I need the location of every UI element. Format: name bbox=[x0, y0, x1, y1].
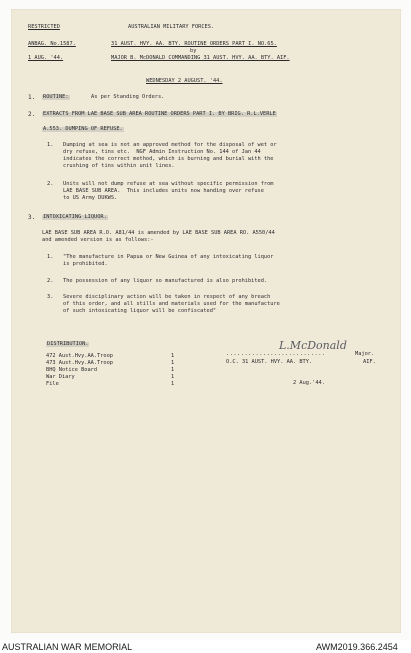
signature-date: 2 Aug.'44. bbox=[293, 380, 325, 386]
distribution-qty: 1 bbox=[171, 367, 175, 373]
classification-label: RESTRICTED bbox=[28, 24, 60, 30]
footer-accession-number: AWM2019.366.2454 bbox=[316, 642, 398, 652]
para-line: to US Army DUKWS. bbox=[63, 195, 118, 201]
para-line: Severe disciplinary action will be taken in respect of any breach bbox=[63, 294, 271, 300]
handwritten-signature: L.McDonald bbox=[279, 339, 347, 352]
para-line: is prohibited. bbox=[63, 261, 108, 267]
commander-line: MAJOR B. McDONALD COMMANDING 31 AUST. HVY. AA. BTY. AIF. bbox=[111, 55, 290, 61]
para-line: of this order, and all stills and materials used for the manufacture bbox=[63, 301, 280, 307]
para-line: Dumping at sea is not an approved method for the disposal of wet or bbox=[63, 142, 277, 148]
distribution-name: File bbox=[46, 381, 59, 387]
para-line: dry refuse, tins etc. NGF Admin Instruction No. 144 of Jan 44 bbox=[63, 149, 261, 155]
distribution-name: 473 Aust.Hvy.AA.Troop bbox=[46, 360, 113, 366]
signature-rank: Major. bbox=[355, 351, 375, 357]
para-line: Units will not dump refuse at sea without specific permission from bbox=[63, 181, 274, 187]
item-heading: ROUTINE: bbox=[43, 94, 69, 100]
distribution-name: BHQ Notice Board bbox=[46, 367, 98, 373]
para-number: 3. bbox=[47, 294, 54, 300]
distribution-qty: 1 bbox=[171, 374, 175, 380]
item-subheading: A.553. DUMPING OF REFUSE. bbox=[43, 126, 123, 132]
para-number: 2. bbox=[47, 278, 54, 284]
para-line: indicates the correct method, which is burning and burial with the bbox=[63, 156, 274, 162]
item-text: As per Standing Orders. bbox=[91, 94, 165, 100]
signature-dotted-line: ........................... bbox=[226, 351, 326, 357]
distribution-name: 472 Aust.Hvy.AA.Troop bbox=[46, 353, 113, 359]
distribution-name: War Diary bbox=[46, 374, 75, 380]
orders-date: 1 AUG. '44. bbox=[28, 55, 64, 61]
by-label: by bbox=[190, 48, 197, 54]
para-line: of such intoxicating liquor will be confiscated" bbox=[63, 308, 217, 314]
day-heading: WEDNESDAY 2 AUGUST. '44. bbox=[146, 78, 223, 84]
item-heading: INTOXICATING LIQUOR. bbox=[43, 214, 107, 220]
item-number: 3. bbox=[28, 214, 36, 221]
reference-number: ANBAG. No.1587. bbox=[28, 41, 76, 47]
intro-line: and amended version is as follows:- bbox=[42, 237, 154, 243]
signature-unit: O.C. 31 AUST. HVY. AA. BTY. bbox=[226, 359, 313, 365]
distribution-qty: 1 bbox=[171, 353, 175, 359]
para-number: 1. bbox=[47, 142, 54, 148]
distribution-qty: 1 bbox=[171, 381, 175, 387]
orders-title: 31 AUST. HVY. AA. BTY. ROUTINE ORDERS PART I. NO.65. bbox=[111, 41, 277, 47]
document-sheet bbox=[11, 9, 401, 633]
para-line: The possession of any liquor so manufactured is also prohibited. bbox=[63, 278, 268, 284]
item-heading: EXTRACTS FROM LAE BASE SUB AREA ROUTINE ORDERS PART I. BY BRIG. R.L.VERLE bbox=[43, 111, 276, 117]
archive-footer bbox=[0, 640, 411, 653]
para-number: 2. bbox=[47, 181, 54, 187]
signature-aif: AIF. bbox=[363, 359, 376, 365]
item-number: 1. bbox=[28, 94, 36, 101]
para-line: LAE BASE SUB AREA. This includes units now handing over refuse bbox=[63, 188, 264, 194]
force-title: AUSTRALIAN MILITARY FORCES. bbox=[128, 24, 215, 30]
footer-institution: AUSTRALIAN WAR MEMORIAL bbox=[2, 642, 133, 652]
intro-line: LAE BASE SUB AREA R.O. A81/44 is amended by LAE BASE SUB AREA RO. A550/44 bbox=[42, 230, 275, 236]
para-number: 1. bbox=[47, 254, 54, 260]
para-line: crushing of tins within unit lines. bbox=[63, 163, 175, 169]
distribution-heading: DISTRIBUTION. bbox=[47, 341, 89, 347]
item-number: 2. bbox=[28, 111, 36, 118]
para-line: "The manufacture in Papua or New Guinea of any intoxicating liquor bbox=[63, 254, 274, 260]
distribution-qty: 1 bbox=[171, 360, 175, 366]
